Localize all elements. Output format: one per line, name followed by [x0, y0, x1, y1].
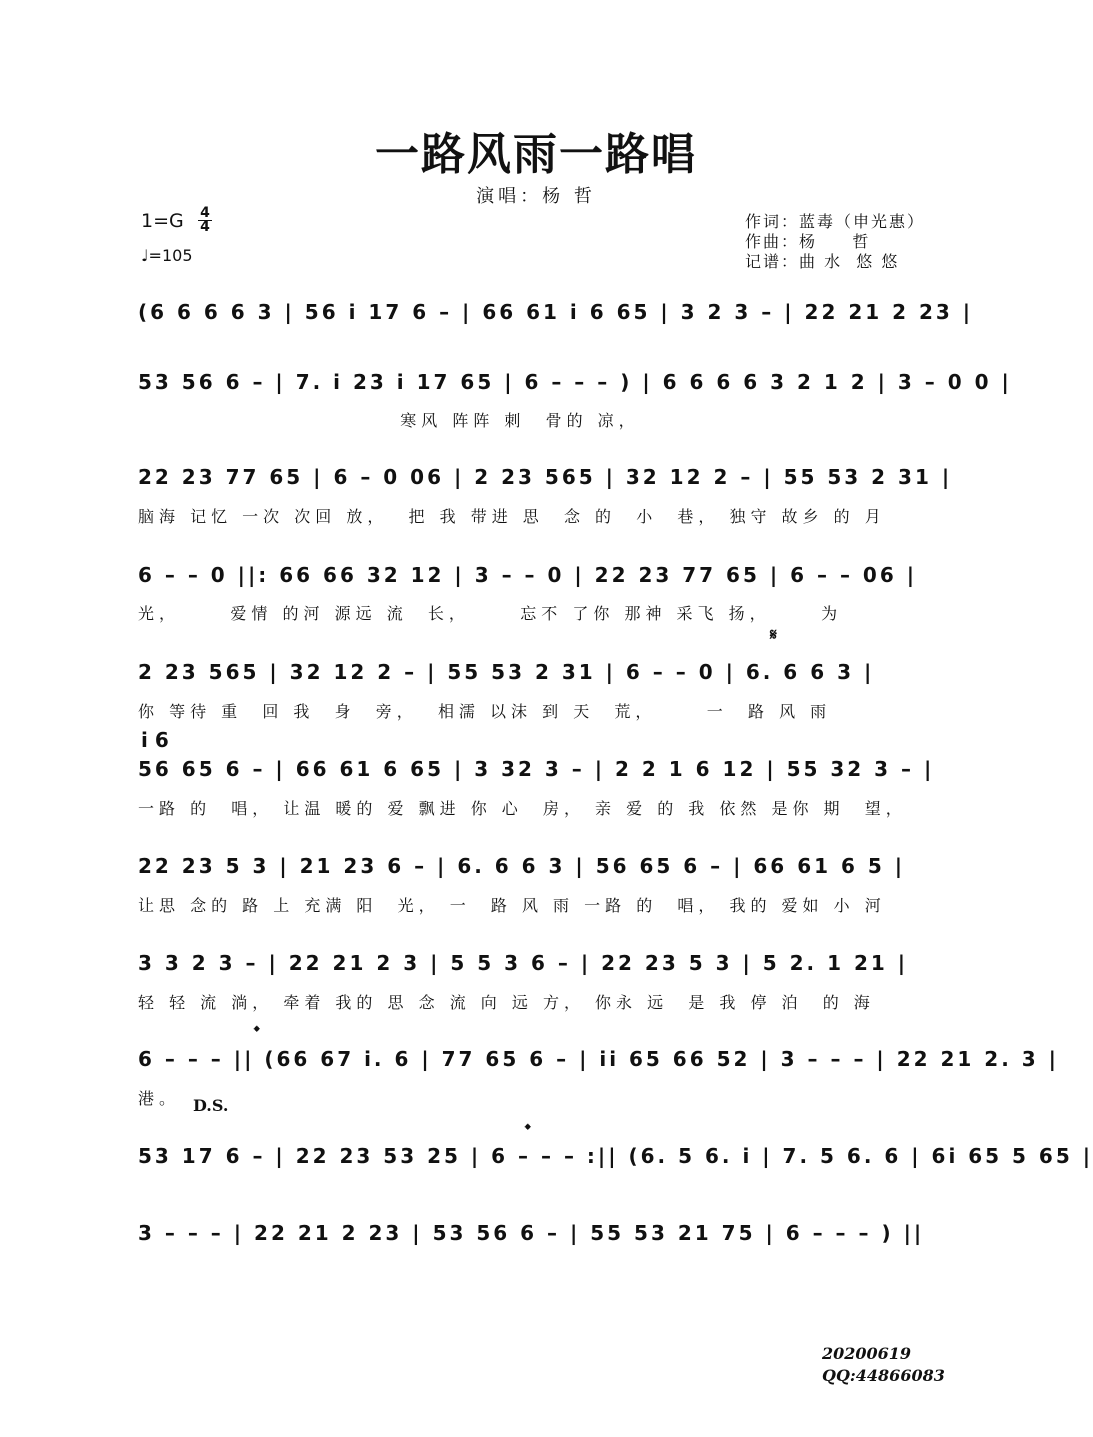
- segno-symbol: 𝄋: [770, 625, 777, 644]
- time-signature-numerator: 4: [198, 207, 212, 221]
- lyric-line-9: 港。: [138, 1089, 181, 1108]
- notation-line-8: 3 3 2 3 – | 22 21 2 3 | 5 5 3 6 – | 22 23 5 3 | 5 2. 1 21 |: [138, 951, 909, 975]
- key-signature: 1=G: [141, 210, 184, 232]
- dal-segno-marking: D.S.: [193, 1096, 229, 1115]
- notation-line-10: 53 17 6 – | 22 23 53 25 | 6 – – – :|| (6. 5 6. i | 7. 5 6. 6 | 6i 65 5 65 |: [138, 1144, 1093, 1168]
- lyric-line-2: 寒风 阵阵 刺 骨的 凉，: [138, 411, 640, 430]
- singer-credit: 演唱：杨 哲: [476, 186, 596, 207]
- notation-line-3: 22 23 77 65 | 6 – 0 06 | 2 23 565 | 32 12 2 – | 55 53 2 31 |: [138, 465, 953, 489]
- notation-line-7: 22 23 5 3 | 21 23 6 – | 6. 6 6 3 | 56 65 6 – | 66 61 6 5 |: [138, 854, 906, 878]
- notation-line-4: 6 – – 0 ||: 66 66 32 12 | 3 – – 0 | 22 23 77 65 | 6 – – 06 |: [138, 563, 918, 587]
- coda-symbol-1: 𝄌: [254, 1022, 260, 1041]
- lyric-line-7: 让思 念的 路 上 充满 阳 光， 一 路 风 雨 一路 的 唱， 我的 爱如 小 河: [138, 896, 886, 915]
- lyricist-credit: 作词：蓝毒（申光惠）: [745, 212, 926, 231]
- lyric-line-8: 轻 轻 流 淌， 牵着 我的 思 念 流 向 远 方， 你永 远 是 我 停 泊 的 海: [138, 993, 875, 1012]
- transcriber-credit: 记谱：曲 水 悠 悠: [745, 252, 900, 271]
- song-title: 一路风雨一路唱: [375, 129, 697, 180]
- coda-symbol-2: 𝄌: [525, 1120, 531, 1139]
- alternate-notes: i 6: [141, 728, 169, 752]
- lyric-line-4: 光， 爱情 的河 源远 流 长， 忘不 了你 那神 采飞 扬， 为: [138, 604, 843, 623]
- footer-qq: QQ:44866083: [822, 1366, 945, 1385]
- tempo-marking: ♩=105: [141, 246, 193, 265]
- notation-line-6: 56 65 6 – | 66 61 6 65 | 3 32 3 – | 2 2 1 6 12 | 55 32 3 – |: [138, 757, 935, 781]
- time-signature-denominator: 4: [200, 219, 210, 235]
- composer-credit: 作曲：杨 哲: [745, 232, 871, 251]
- lyric-line-5: 你 等待 重 回 我 身 旁， 相濡 以沫 到 天 荒， 一 路 风 雨: [138, 702, 832, 721]
- notation-line-9: 6 – – – || (66 67 i. 6 | 77 65 6 – | ii 65 66 52 | 3 – – – | 22 21 2. 3 |: [138, 1047, 1059, 1071]
- notation-line-5: 2 23 565 | 32 12 2 – | 55 53 2 31 | 6 – – 0 | 6. 6 6 3 |: [138, 660, 875, 684]
- lyric-line-3: 脑海 记忆 一次 次回 放， 把 我 带进 思 念 的 小 巷， 独守 故乡 的 月: [138, 507, 886, 526]
- footer-date: 20200619: [822, 1344, 912, 1363]
- time-signature: [198, 207, 212, 234]
- lyric-line-6: 一路 的 唱， 让温 暖的 爱 飘进 你 心 房， 亲 爱 的 我 依然 是你 期 望，: [138, 799, 907, 818]
- notation-line-2: 53 56 6 – | 7. i 23 i 17 65 | 6 – – – ) | 6 6 6 6 3 2 1 2 | 3 – 0 0 |: [138, 370, 1012, 394]
- notation-line-11: 3 – – – | 22 21 2 23 | 53 56 6 – | 55 53 21 75 | 6 – – – ) ||: [138, 1221, 925, 1245]
- notation-line-1: (6 6 6 6 3 | 56 i 17 6 – | 66 61 i 6 65 | 3 2 3 – | 22 21 2 23 |: [138, 300, 974, 324]
